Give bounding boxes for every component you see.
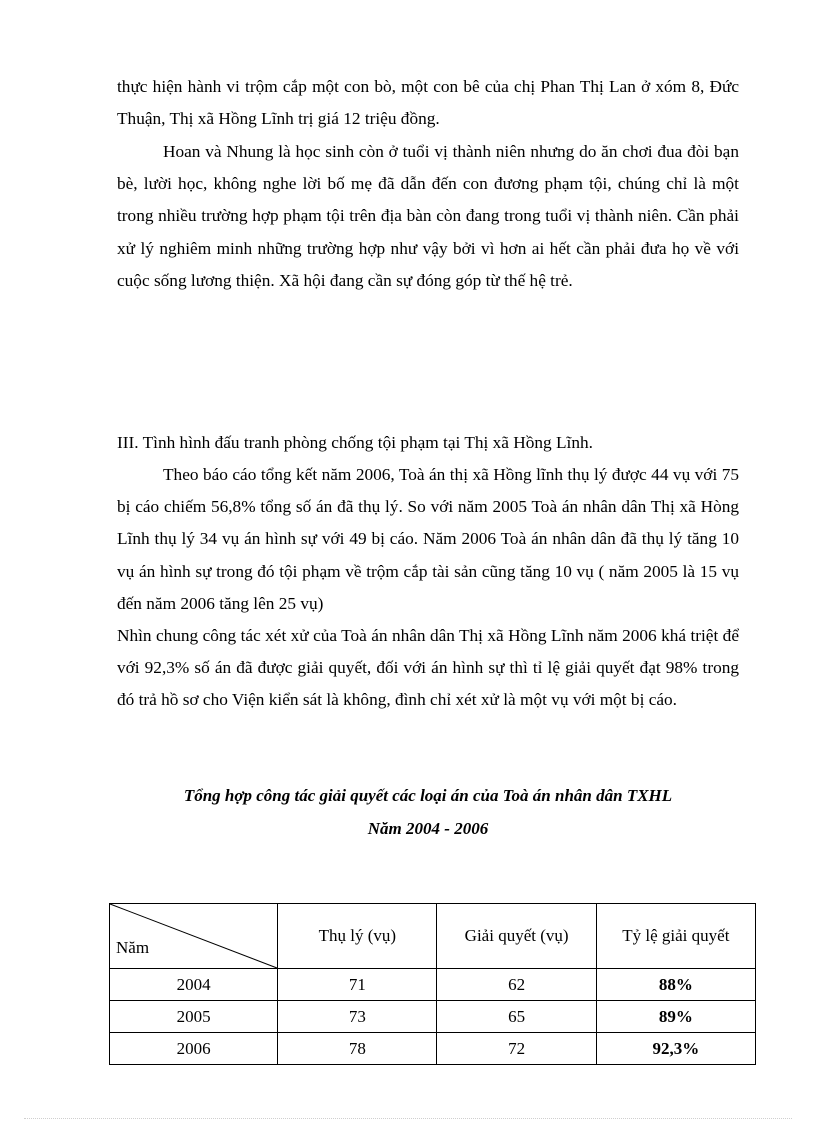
rate-cell: 92,3% [596, 1033, 755, 1065]
diagonal-divider [110, 904, 277, 968]
year-cell: 2004 [110, 969, 278, 1001]
page-bottom-rule [24, 1118, 792, 1119]
year-cell: 2005 [110, 1001, 278, 1033]
accepted-cell: 73 [278, 1001, 437, 1033]
table-subtitle-years: Năm 2004 - 2006 [367, 819, 489, 838]
header-accepted: Thụ lý (vụ) [278, 904, 437, 969]
paragraph-theft-case: thực hiện hành vi trộm cắp một con bò, một con bê của chị Phan Thị Lan ở xóm 8, Đức Thuận, Thị xã Hồng Lĩnh trị giá 12 triệu đồng. [117, 77, 739, 129]
table-title: Tổng hợp công tác giải quyết các loại án của Toà án nhân dân TXHL [183, 786, 673, 805]
paragraph-trial-summary: Nhìn chung công tác xét xử của Toà án nhân dân Thị xã Hồng Lĩnh năm 2006 khá triệt để với 92,3% số án đã được giải quyết, đối với án hình sự thì tỉ lệ giải quyết đạt 98% trong đó trả hồ sơ cho Viện kiển sát là không, đình chỉ xét xử là một vụ với một bị cáo. [117, 626, 739, 710]
paragraph-2006-report: Theo báo cáo tổng kết năm 2006, Toà án thị xã Hồng lĩnh thụ lý được 44 vụ với 75 bị cáo chiếm 56,8% tổng số án đã thụ lý. So với năm 2005 Toà án nhân dân Thị xã Hòng Lĩnh thụ lý 34 vụ án hình sự với 49 bị cáo. Năm 2006 Toà án nhân dân đã thụ lý tăng 10 vụ án hình sự trong đó tội phạm về trộm cắp tài sản cũng tăng 10 vụ ( năm 2005 là 15 vụ đến năm 2006 tăng lên 25 vụ) [117, 465, 739, 613]
header-resolved: Giải quyết (vụ) [437, 904, 596, 969]
table-header-row [110, 904, 756, 969]
paragraph-juvenile-offenders: Hoan và Nhung là học sinh còn ở tuổi vị thành niên nhưng do ăn chơi đua đòi bạn bè, lười học, không nghe lời bố mẹ đã dẫn đến con đương phạm tội, chúng chỉ là một trong nhiều trường hợp phạm tội trên địa bàn còn đang trong tuổi vị thành niên. Cần phải xử lý nghiêm minh những trường hợp như vậy bởi vì hơn ai hết cần phải đưa họ về với cuộc sống lương thiện. Xã hội đang cần sự đóng góp từ thế hệ trẻ. [117, 142, 739, 290]
accepted-cell: 78 [278, 1033, 437, 1065]
rate-cell: 88% [596, 969, 755, 1001]
court-cases-table-container [109, 903, 757, 1058]
corner-header-cell [110, 904, 278, 969]
year-column-label: Năm [116, 938, 150, 957]
resolved-cell: 72 [437, 1033, 596, 1065]
accepted-cell: 71 [278, 969, 437, 1001]
court-cases-table [109, 903, 756, 1065]
resolved-cell: 62 [437, 969, 596, 1001]
resolved-cell: 65 [437, 1001, 596, 1033]
table-row [110, 1033, 756, 1065]
year-cell: 2006 [110, 1033, 278, 1065]
section-heading-iii: III. Tình hình đấu tranh phòng chống tội phạm tại Thị xã Hồng Lĩnh. [117, 433, 593, 452]
rate-cell: 89% [596, 1001, 755, 1033]
table-row [110, 1001, 756, 1033]
table-row [110, 969, 756, 1001]
header-rate: Tỷ lệ giải quyết [596, 904, 755, 969]
